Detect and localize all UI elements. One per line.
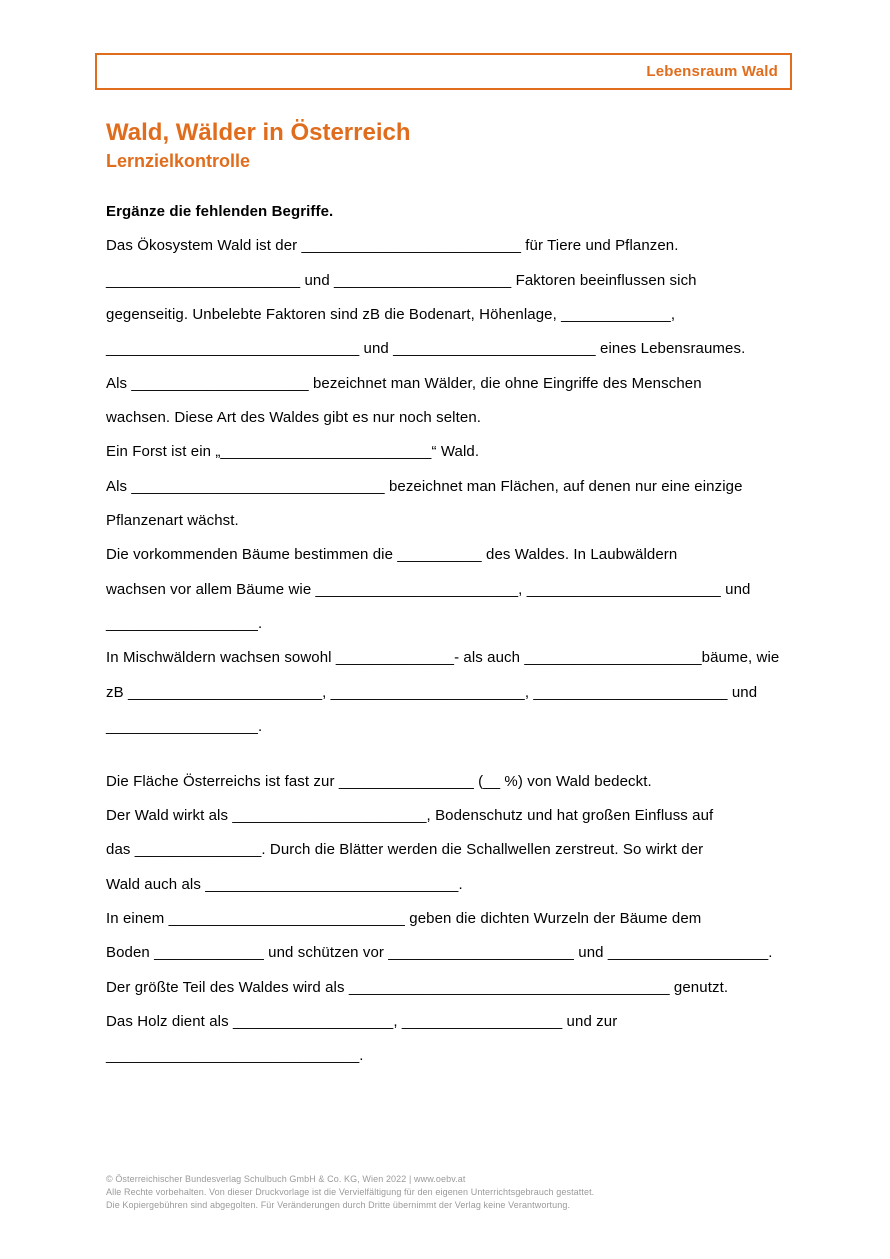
worksheet-line: Die vorkommenden Bäume bestimmen die __________ des Waldes. In Laubwäldern: [106, 546, 678, 564]
page-title: Wald, Wälder in Österreich: [106, 119, 411, 146]
header-banner: [95, 53, 792, 90]
worksheet-line: In einem ____________________________ geben die dichten Wurzeln der Bäume dem: [106, 909, 702, 927]
worksheet-line: Der größte Teil des Waldes wird als ______________________________________ genutzt.: [106, 978, 729, 996]
header-tag-label: Lebensraum Wald: [646, 63, 778, 80]
worksheet-line: Pflanzenart wächst.: [106, 512, 239, 530]
page-subtitle: Lernzielkontrolle: [106, 151, 251, 171]
worksheet-line: Ein Forst ist ein „_________________________“ Wald.: [106, 443, 480, 461]
worksheet-line: Der Wald wirkt als _______________________, Bodenschutz und hat großen Einfluss auf: [106, 806, 714, 824]
footer-line: Die Kopiergebühren sind abgegolten. Für Veränderungen durch Dritte übernimmt der Verlag keine Verantwortung.: [106, 1200, 571, 1210]
worksheet-line: ______________________________.: [106, 1047, 364, 1065]
footer-copyright: [106, 1173, 746, 1212]
worksheet-line: wachsen vor allem Bäume wie ________________________, _______________________ und: [106, 580, 751, 598]
worksheet-line: Boden _____________ und schützen vor ______________________ und ___________________.: [106, 944, 773, 962]
worksheet-line: __________________.: [106, 615, 263, 633]
footer-line: © Österreichischer Bundesverlag Schulbuch GmbH & Co. KG, Wien 2022 | www.oebv.at: [106, 1174, 466, 1184]
worksheet-line: Als ______________________________ bezeichnet man Flächen, auf denen nur eine einzige: [106, 477, 743, 495]
worksheet-line: wachsen. Diese Art des Waldes gibt es nur noch selten.: [106, 409, 482, 427]
worksheet-line: _______________________ und _____________________ Faktoren beeinflussen sich: [106, 271, 697, 289]
instruction: Ergänze die fehlenden Begriffe.: [106, 203, 334, 220]
footer-line: Alle Rechte vorbehalten. Von dieser Druckvorlage ist die Vervielfältigung für den eigenen Unterrichtsgebrauch gestattet.: [106, 1187, 595, 1197]
worksheet-line: Das Holz dient als ___________________, ___________________ und zur: [106, 1012, 618, 1030]
worksheet-line: In Mischwäldern wachsen sowohl ______________- als auch _____________________bäume, wie: [106, 649, 780, 667]
worksheet-body: [106, 195, 816, 1074]
worksheet-line: gegenseitig. Unbelebte Faktoren sind zB die Bodenart, Höhenlage, _____________,: [106, 306, 676, 324]
worksheet-line: zB _______________________, _______________________, _______________________ und: [106, 683, 758, 701]
worksheet-line: __________________.: [106, 718, 263, 736]
worksheet-line: ______________________________ und ________________________ eines Lebensraumes.: [106, 340, 746, 358]
worksheet-line: das _______________. Durch die Blätter werden die Schallwellen zerstreut. So wirkt der: [106, 841, 704, 859]
worksheet-line: Als _____________________ bezeichnet man Wälder, die ohne Eingriffe des Menschen: [106, 374, 702, 392]
paragraph-gap: [106, 745, 816, 765]
worksheet-line: Wald auch als ______________________________.: [106, 875, 463, 893]
worksheet-line: Die Fläche Österreichs ist fast zur ________________ (__ %) von Wald bedeckt.: [106, 772, 652, 790]
worksheet-line: Das Ökosystem Wald ist der __________________________ für Tiere und Pflanzen.: [106, 237, 679, 255]
